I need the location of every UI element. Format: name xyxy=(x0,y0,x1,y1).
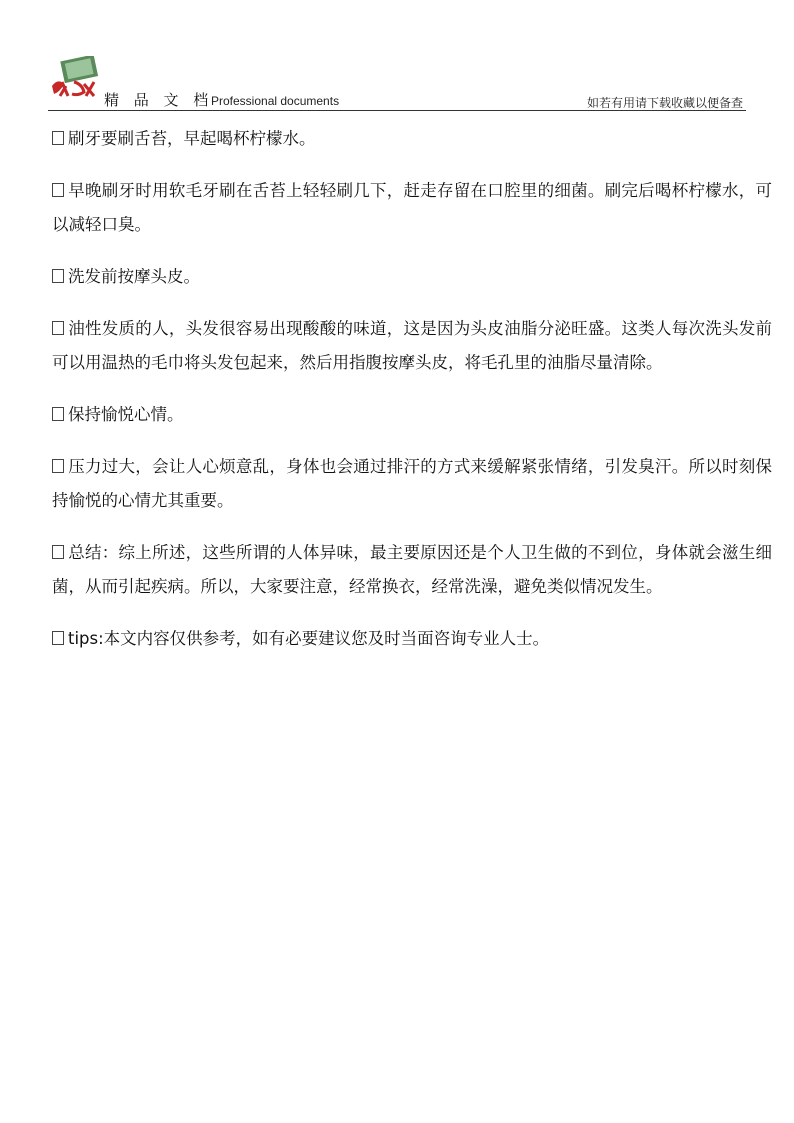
document-body xyxy=(52,122,772,674)
header-note: 如若有用请下载收藏以便备查 xyxy=(586,96,743,110)
checkbox-bullet-icon xyxy=(52,183,64,197)
paragraph: 刷牙要刷舌苔，早起喝杯柠檬水。 xyxy=(52,122,772,174)
paragraph: 保持愉悦心情。 xyxy=(52,398,772,450)
paragraph: tips:本文内容仅供参考，如有必要建议您及时当面咨询专业人士。 xyxy=(52,622,772,674)
brand-subtitle: Professional documents xyxy=(211,94,340,108)
checkbox-bullet-icon xyxy=(52,631,64,645)
paragraph: 压力过大，会让人心烦意乱，身体也会通过排汗的方式来缓解紧张情绪，引发臭汗。所以时刻保持愉悦的心情尤其重要。 xyxy=(52,457,772,510)
paragraph: 早晚刷牙时用软毛牙刷在舌苔上轻轻刷几下，赶走存留在口腔里的细菌。刷完后喝杯柠檬水，可以减轻口臭。 xyxy=(52,181,772,234)
header-divider xyxy=(48,110,746,111)
checkbox-bullet-icon xyxy=(52,407,64,421)
checkbox-bullet-icon xyxy=(52,545,64,559)
checkbox-bullet-icon xyxy=(52,269,64,283)
checkbox-bullet-icon xyxy=(52,459,64,473)
page-header xyxy=(48,56,746,112)
checkbox-bullet-icon xyxy=(52,131,64,145)
paragraph: 总结：综上所述，这些所谓的人体异味，最主要原因还是个人卫生做的不到位，身体就会滋生细菌，从而引起疾病。所以，大家要注意，经常换衣，经常洗澡，避免类似情况发生。 xyxy=(52,543,772,596)
brand-title: 精 品 文 档 xyxy=(104,91,214,109)
checkbox-bullet-icon xyxy=(52,321,64,335)
book-logo-icon xyxy=(48,56,100,108)
paragraph: 洗发前按摩头皮。 xyxy=(52,260,772,312)
paragraph: 油性发质的人，头发很容易出现酸酸的味道，这是因为头皮油脂分泌旺盛。这类人每次洗头发前可以用温热的毛巾将头发包起来，然后用指腹按摩头皮，将毛孔里的油脂尽量清除。 xyxy=(52,319,772,372)
